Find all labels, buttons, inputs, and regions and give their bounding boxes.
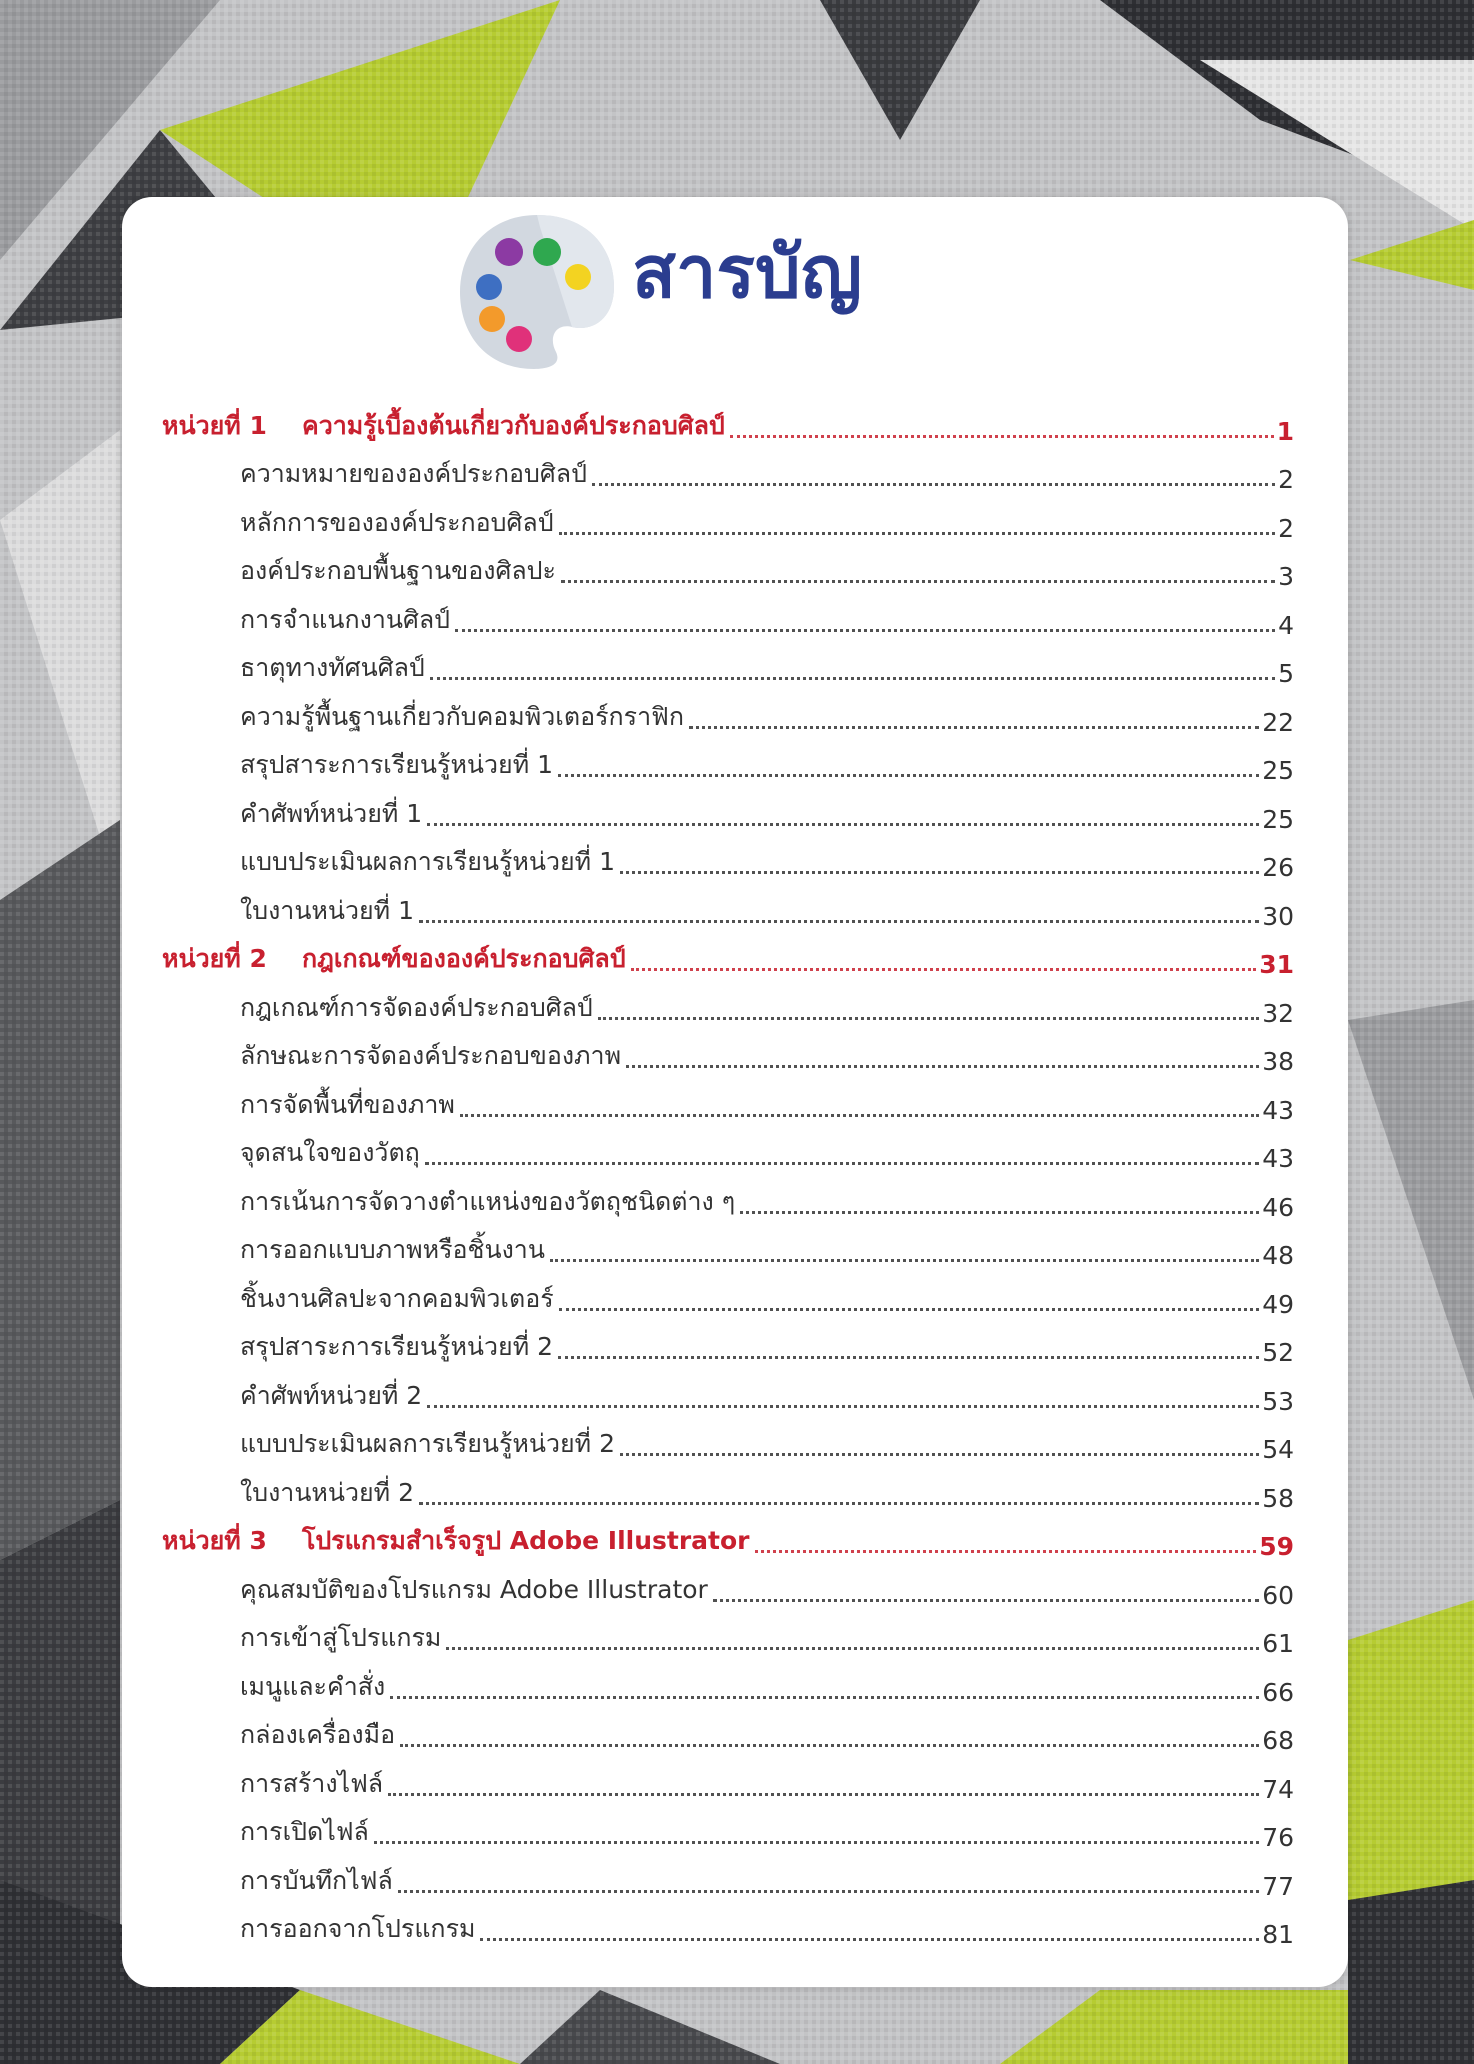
dot-leader xyxy=(427,1405,1259,1408)
dot-leader xyxy=(558,1356,1259,1359)
page-number: 4 xyxy=(1278,610,1294,640)
toc-entry[interactable] xyxy=(162,1464,1294,1513)
toc-entry[interactable] xyxy=(162,1658,1294,1707)
toc-entry[interactable] xyxy=(162,591,1294,640)
toc-entry[interactable] xyxy=(162,1561,1294,1610)
dot-leader xyxy=(626,1065,1259,1068)
entry-label: การจัดพื้นที่ของภาพ xyxy=(240,1089,455,1119)
entry-label: สรุปสาระการเรียนรู้หน่วยที่ 2 xyxy=(240,1332,554,1361)
page-number: 81 xyxy=(1262,1920,1294,1949)
page-number: 3 xyxy=(1278,562,1294,591)
dot-leader xyxy=(455,629,1275,632)
entry-label: ธาตุทางทัศนศิลป์ xyxy=(240,653,425,682)
entry-label: องค์ประกอบพื้นฐานของศิลปะ xyxy=(240,556,556,585)
toc-entry[interactable] xyxy=(162,979,1294,1028)
dot-leader xyxy=(374,1841,1259,1844)
unit-title xyxy=(162,1521,752,1561)
toc-entry[interactable] xyxy=(162,1367,1294,1416)
dot-leader xyxy=(559,1308,1260,1311)
page-number: 2 xyxy=(1278,513,1294,543)
entry-label: การจำแนกงานศิลป์ xyxy=(240,604,451,634)
entry-label: จุดสนใจของวัตถุ xyxy=(240,1138,420,1167)
page-number: 31 xyxy=(1259,950,1294,979)
page-number: 68 xyxy=(1262,1726,1294,1755)
entry-label: แบบประเมินผลการเรียนรู้หน่วยที่ 2 xyxy=(240,1429,615,1458)
toc-unit-heading[interactable] xyxy=(162,397,1294,446)
dot-leader xyxy=(430,677,1275,680)
entry-label: ใบงานหน่วยที่ 2 xyxy=(240,1477,414,1507)
page-number: 60 xyxy=(1262,1580,1294,1610)
dot-leader xyxy=(398,1890,1259,1893)
entry-label: การออกแบบภาพหรือชิ้นงาน xyxy=(240,1235,545,1264)
dot-leader xyxy=(689,726,1259,729)
page-number: 43 xyxy=(1262,1144,1294,1173)
page-number: 26 xyxy=(1262,853,1294,882)
toc-entry[interactable] xyxy=(162,1416,1294,1465)
unit-number: หน่วยที่ 2 xyxy=(162,944,267,973)
page-number: 49 xyxy=(1262,1289,1294,1319)
page-title: สารบัญ xyxy=(632,230,863,314)
entry-label: การเปิดไฟล์ xyxy=(240,1817,369,1846)
toc-entry[interactable] xyxy=(162,1755,1294,1804)
toc-entry[interactable] xyxy=(162,1222,1294,1271)
entry-label: คุณสมบัติของโปรแกรม Adobe Illustrator xyxy=(240,1574,708,1604)
toc-entry[interactable] xyxy=(162,737,1294,786)
dot-leader xyxy=(730,435,1274,438)
page-number: 52 xyxy=(1262,1338,1294,1367)
toc-entry[interactable] xyxy=(162,1270,1294,1319)
entry-label: แบบประเมินผลการเรียนรู้หน่วยที่ 1 xyxy=(240,847,615,876)
toc-card xyxy=(122,197,1348,1987)
page-number: 25 xyxy=(1262,804,1294,834)
toc-entry[interactable] xyxy=(162,1804,1294,1853)
entry-label: การเน้นการจัดวางตำแหน่งของวัตถุชนิดต่าง ๆ xyxy=(240,1186,736,1216)
entry-label: ใบงานหน่วยที่ 1 xyxy=(240,895,414,925)
entry-label: การสร้างไฟล์ xyxy=(240,1768,384,1798)
dot-leader xyxy=(400,1744,1259,1747)
toc-entry[interactable] xyxy=(162,1125,1294,1174)
toc-entry[interactable] xyxy=(162,640,1294,689)
toc-entry[interactable] xyxy=(162,1852,1294,1901)
page-number: 46 xyxy=(1262,1192,1294,1222)
page-number: 74 xyxy=(1262,1774,1294,1804)
toc-entry[interactable] xyxy=(162,446,1294,495)
unit-number: หน่วยที่ 1 xyxy=(162,410,267,440)
entry-label: คำศัพท์หน่วยที่ 1 xyxy=(240,798,423,828)
toc-entry[interactable] xyxy=(162,834,1294,883)
dot-leader xyxy=(419,1502,1259,1505)
dot-leader xyxy=(425,1162,1259,1165)
unit-title xyxy=(162,406,727,446)
dot-leader xyxy=(419,920,1259,923)
toc-unit-heading[interactable] xyxy=(162,1513,1294,1562)
page-number: 48 xyxy=(1262,1241,1294,1270)
table-of-contents xyxy=(162,397,1294,1949)
page-number: 58 xyxy=(1262,1483,1294,1513)
unit-label: โปรแกรมสำเร็จรูป Adobe Illustrator xyxy=(302,1526,750,1555)
page-number: 2 xyxy=(1278,465,1294,494)
dot-leader xyxy=(559,532,1275,535)
toc-entry[interactable] xyxy=(162,1173,1294,1222)
entry-label: เมนูและคำสั่ง xyxy=(240,1671,386,1701)
entry-label: คำศัพท์หน่วยที่ 2 xyxy=(240,1380,423,1410)
page-number: 25 xyxy=(1262,756,1294,785)
dot-leader xyxy=(558,774,1259,777)
page-number: 59 xyxy=(1259,1532,1294,1561)
entry-label: กฎเกณฑ์การจัดองค์ประกอบศิลป์ xyxy=(240,992,593,1022)
header xyxy=(122,197,1348,377)
entry-label: หลักการขององค์ประกอบศิลป์ xyxy=(240,507,554,537)
unit-label: ความรู้เบื้องต้นเกี่ยวกับองค์ประกอบศิลป์ xyxy=(302,410,725,440)
toc-entry[interactable] xyxy=(162,882,1294,931)
page-number: 32 xyxy=(1262,998,1294,1028)
unit-title xyxy=(162,939,628,979)
page-number: 1 xyxy=(1276,416,1294,446)
toc-entry[interactable] xyxy=(162,1319,1294,1368)
dot-leader xyxy=(388,1793,1259,1796)
entry-label: สรุปสาระการเรียนรู้หน่วยที่ 1 xyxy=(240,750,554,779)
entry-label: ลักษณะการจัดองค์ประกอบของภาพ xyxy=(240,1041,622,1070)
dot-leader xyxy=(390,1696,1259,1699)
dot-leader xyxy=(427,823,1259,826)
page-number: 5 xyxy=(1278,659,1294,688)
page-number: 30 xyxy=(1262,901,1294,931)
entry-label: ชิ้นงานศิลปะจากคอมพิวเตอร์ xyxy=(240,1283,554,1313)
dot-leader xyxy=(550,1259,1259,1262)
dot-leader xyxy=(620,871,1259,874)
toc-entry[interactable] xyxy=(162,494,1294,543)
page-number: 77 xyxy=(1262,1871,1294,1901)
page-number: 61 xyxy=(1262,1629,1294,1658)
entry-label: กล่องเครื่องมือ xyxy=(240,1720,396,1749)
toc-unit-heading[interactable] xyxy=(162,931,1294,980)
unit-number: หน่วยที่ 3 xyxy=(162,1526,267,1555)
page-number: 54 xyxy=(1262,1435,1294,1464)
entry-label: การออกจากโปรแกรม xyxy=(240,1914,476,1943)
dot-leader xyxy=(460,1114,1259,1117)
dot-leader xyxy=(561,580,1275,583)
dot-leader xyxy=(480,1938,1259,1941)
page-number: 76 xyxy=(1262,1823,1294,1852)
toc-entry[interactable] xyxy=(162,688,1294,737)
toc-entry[interactable] xyxy=(162,1707,1294,1756)
toc-entry[interactable] xyxy=(162,1901,1294,1950)
unit-label: กฎเกณฑ์ขององค์ประกอบศิลป์ xyxy=(302,944,626,973)
entry-label: ความหมายขององค์ประกอบศิลป์ xyxy=(240,459,587,488)
dot-leader xyxy=(755,1550,1257,1553)
page-number: 22 xyxy=(1262,707,1294,737)
dot-leader xyxy=(713,1599,1259,1602)
toc-entry[interactable] xyxy=(162,543,1294,592)
dot-leader xyxy=(598,1017,1259,1020)
page-number: 53 xyxy=(1262,1386,1294,1416)
page-number: 38 xyxy=(1262,1047,1294,1076)
page-number: 66 xyxy=(1262,1677,1294,1707)
dot-leader xyxy=(446,1647,1259,1650)
dot-leader xyxy=(631,968,1257,971)
dot-leader xyxy=(592,483,1275,486)
entry-label: ความรู้พื้นฐานเกี่ยวกับคอมพิวเตอร์กราฟิก xyxy=(240,701,684,731)
toc-entry[interactable] xyxy=(162,1028,1294,1077)
entry-label: การเข้าสู่โปรแกรม xyxy=(240,1623,442,1652)
page-number: 43 xyxy=(1262,1095,1294,1125)
toc-entry[interactable] xyxy=(162,1076,1294,1125)
entry-label: การบันทึกไฟล์ xyxy=(240,1865,393,1895)
dot-leader xyxy=(620,1453,1259,1456)
toc-entry[interactable] xyxy=(162,1610,1294,1659)
dot-leader xyxy=(740,1211,1259,1214)
toc-entry[interactable] xyxy=(162,785,1294,834)
palette-icon xyxy=(452,207,622,372)
